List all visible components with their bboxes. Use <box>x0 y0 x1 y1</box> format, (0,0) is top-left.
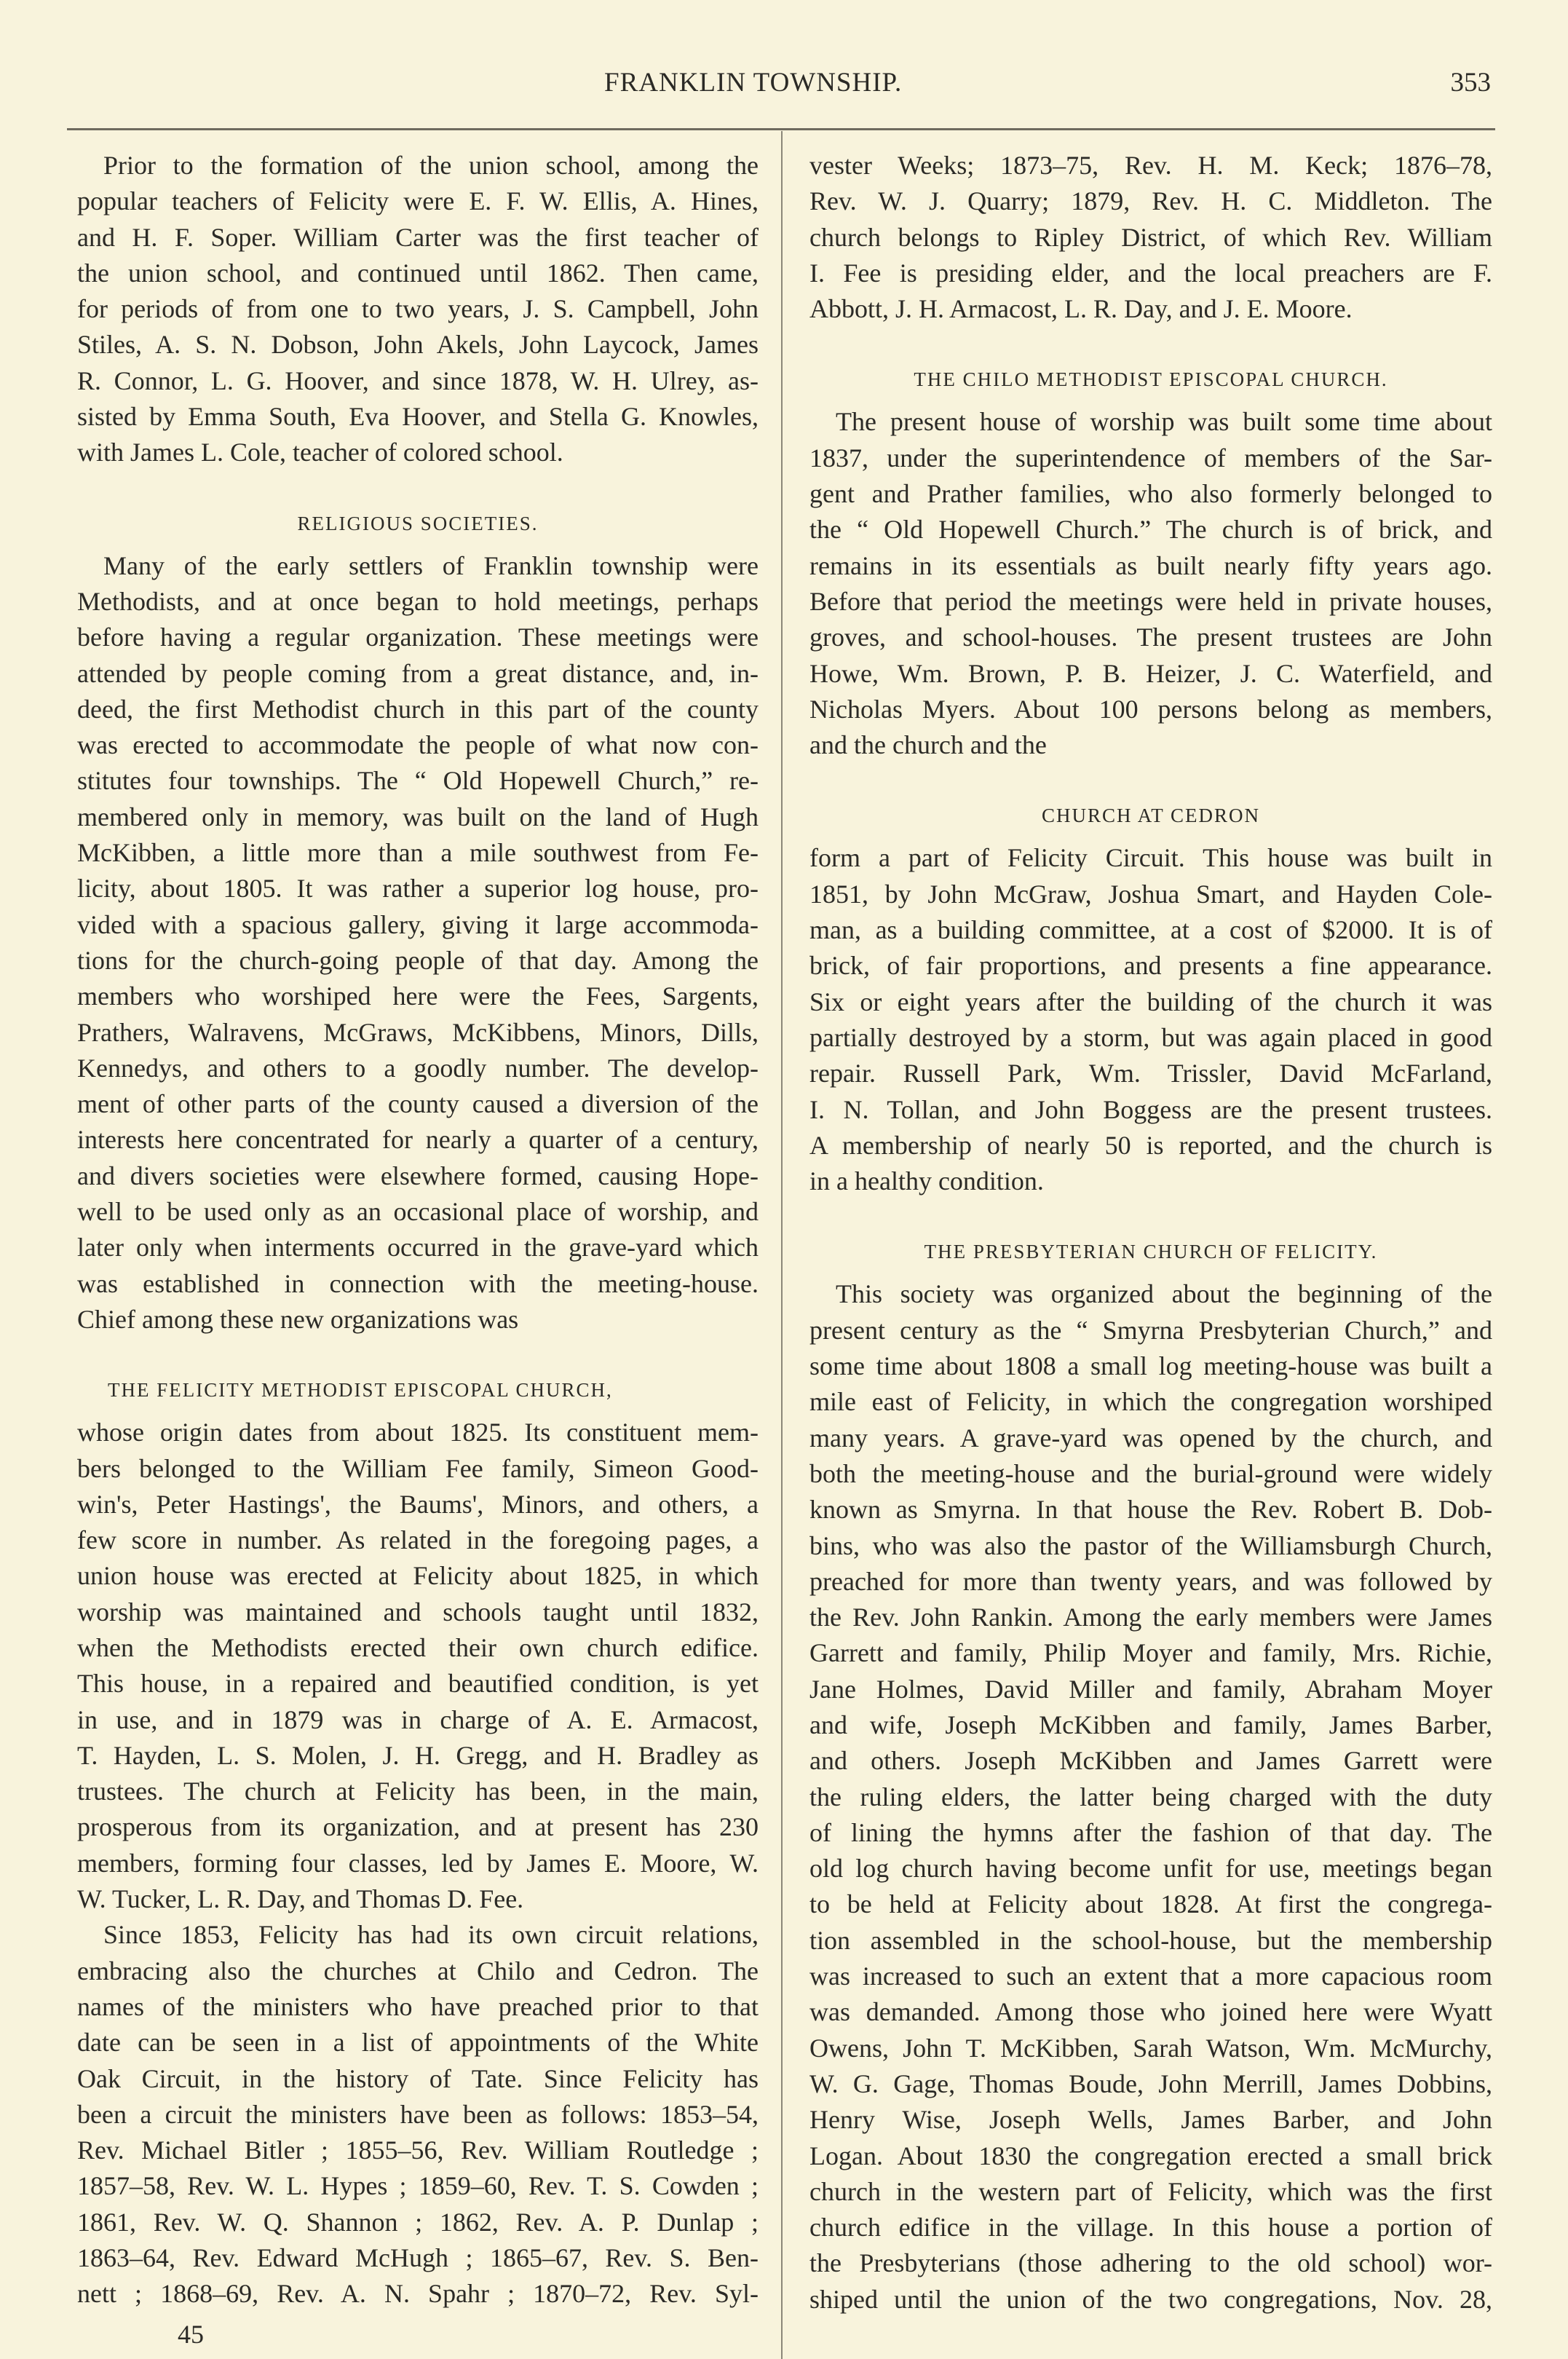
text-line: mile east of Felicity, in which the congregation worshiped <box>809 1387 1492 1417</box>
text-line: and the church and the <box>809 730 1047 760</box>
text-line: This house, in a repaired and beautified condition, is yet <box>77 1669 759 1699</box>
text-line: This society was organized about the beginning of the <box>836 1279 1492 1309</box>
text-line: partially destroyed by a storm, but was again placed in good <box>809 1022 1492 1052</box>
text-line: Methodists, and at once began to hold meetings, perhaps <box>77 586 759 616</box>
text-line: tion assembled in the school-house, but the membership <box>809 1925 1492 1955</box>
text-line: was increased to such an extent that a more capacious room <box>809 1961 1492 1991</box>
text-line: few score in number. As related in the foregoing pages, a <box>77 1525 759 1555</box>
text-line: known as Smyrna. In that house the Rev. Robert B. Dob- <box>809 1495 1492 1525</box>
text-line: bers belonged to the William Fee family, Simeon Good- <box>77 1453 759 1483</box>
text-line: when the Methodists erected their own church edifice. <box>77 1632 759 1662</box>
text-line: groves, and school-houses. The present trustees are John <box>809 623 1492 652</box>
text-line: stitutes four townships. The “ Old Hopewell Church,” re- <box>77 766 759 796</box>
text-line: repair. Russell Park, Wm. Trissler, David McFarland, <box>809 1059 1492 1088</box>
text-line: before having a regular organization. These meetings were <box>77 623 759 652</box>
text-line: for periods of from one to two years, J. S. Campbell, John <box>77 294 759 324</box>
text-line: deed, the first Methodist church in this part of the county <box>77 694 759 724</box>
column-divider <box>781 131 783 2359</box>
text-line: 1861, Rev. W. Q. Shannon ; 1862, Rev. A. P. Dunlap ; <box>77 2207 759 2237</box>
text-line: Many of the early settlers of Franklin township were <box>103 550 759 580</box>
text-line: Nicholas Myers. About 100 persons belong as members, <box>809 694 1492 724</box>
text-line: Garrett and family, Philip Moyer and family, Mrs. Richie, <box>809 1638 1492 1668</box>
text-line: McKibben, a little more than a mile southwest from Fe- <box>77 838 759 868</box>
text-line: was established in connection with the meeting-house. <box>77 1268 759 1298</box>
text-line: form a part of Felicity Circuit. This house was built in <box>809 843 1492 873</box>
text-line: W. Tucker, L. R. Day, and Thomas D. Fee. <box>77 1884 524 1914</box>
text-line: The present house of worship was built some time about <box>836 407 1492 437</box>
text-line: Before that period the meetings were held in private houses, <box>809 586 1492 616</box>
text-line: 1851, by John McGraw, Joshua Smart, and Hayden Cole- <box>809 879 1492 909</box>
text-line: Chief among these new organizations was <box>77 1304 519 1334</box>
text-line: Jane Holmes, David Miller and family, Abraham Moyer <box>809 1674 1492 1704</box>
text-line: later only when interments occurred in the grave-yard which <box>77 1233 759 1263</box>
text-line: Oak Circuit, in the history of Tate. Since Felicity has <box>77 2063 759 2093</box>
text-line: in use, and in 1879 was in charge of A. E. Armacost, <box>77 1704 759 1734</box>
header-rule <box>67 128 1495 130</box>
text-line: 1837, under the superintendence of members of the Sar- <box>809 443 1492 473</box>
paragraph <box>77 548 759 1338</box>
text-line: prosperous from its organization, and at present has 230 <box>77 1812 759 1842</box>
text-line: vided with a spacious gallery, giving it large accommoda- <box>77 909 759 939</box>
text-line: I. N. Tollan, and John Boggess are the present trustees. <box>809 1094 1492 1124</box>
text-line: A membership of nearly 50 is reported, and the church is <box>809 1130 1492 1160</box>
text-line: popular teachers of Felicity were E. F. W. Ellis, A. Hines, <box>77 186 759 216</box>
text-line: old log church having become unfit for use, meetings began <box>809 1854 1492 1884</box>
text-line: and H. F. Soper. William Carter was the first teacher of <box>77 222 759 252</box>
text-line: both the meeting-house and the burial-ground were widely <box>809 1458 1492 1488</box>
running-head-title: FRANKLIN TOWNSHIP. <box>604 68 903 98</box>
text-line: licity, about 1805. It was rather a superior log house, pro- <box>77 874 759 904</box>
text-line: whose origin dates from about 1825. Its constituent mem- <box>77 1418 759 1447</box>
paragraph <box>809 840 1492 1199</box>
text-line: tions for the church-going people of that day. Among the <box>77 945 759 975</box>
text-line: gent and Prather families, who also formerly belonged to <box>809 479 1492 509</box>
text-line: Rev. Michael Bitler ; 1855–56, Rev. William Routledge ; <box>77 2135 759 2165</box>
text-line: Kennedys, and others to a goodly number. The develop- <box>77 1053 759 1083</box>
page-number: 353 <box>1450 68 1491 98</box>
paragraph <box>77 148 759 471</box>
text-line: embracing also the churches at Chilo and Cedron. The <box>77 1956 759 1985</box>
text-line: membered only in memory, was built on the land of Hugh <box>77 802 759 831</box>
text-line: well to be used only as an occasional place of worship, and <box>77 1197 759 1227</box>
text-line: many years. A grave-yard was opened by the church, and <box>809 1423 1492 1453</box>
text-line: Logan. About 1830 the congregation erected a small brick <box>809 2141 1492 2170</box>
text-line: and wife, Joseph McKibben and family, James Barber, <box>809 1710 1492 1739</box>
text-line: interests here concentrated for nearly a quarter of a century, <box>77 1125 759 1155</box>
text-line: remains in its essentials as built nearly fifty years ago. <box>809 550 1492 580</box>
text-line: was erected to accommodate the people of what now con- <box>77 730 759 760</box>
text-line: nett ; 1868–69, Rev. A. N. Spahr ; 1870–72, Rev. Syl- <box>77 2279 759 2309</box>
paragraph <box>809 148 1492 327</box>
text-line: the Rev. John Rankin. Among the early members were James <box>809 1603 1492 1632</box>
text-line: trustees. The church at Felicity has been, in the main, <box>77 1777 759 1806</box>
text-line: church edifice in the village. In this house a portion of <box>809 2213 1492 2243</box>
text-line: Rev. W. J. Quarry; 1879, Rev. H. C. Middleton. The <box>809 186 1492 216</box>
section-heading: RELIGIOUS SOCIETIES. <box>297 512 539 534</box>
text-line: Owens, John T. McKibben, Sarah Watson, Wm. McMurchy, <box>809 2033 1492 2063</box>
text-line: preached for more than twenty years, and was followed by <box>809 1566 1492 1596</box>
text-line: R. Connor, L. G. Hoover, and since 1878, W. H. Ulrey, as- <box>77 365 759 395</box>
text-line: 1863–64, Rev. Edward McHugh ; 1865–67, Rev. S. Ben- <box>77 2243 759 2273</box>
text-line: present century as the “ Smyrna Presbyterian Church,” and <box>809 1315 1492 1345</box>
text-line: and divers societies were elsewhere formed, causing Hope- <box>77 1161 759 1190</box>
text-line: the “ Old Hopewell Church.” The church is of brick, and <box>809 515 1492 545</box>
text-line: vester Weeks; 1873–75, Rev. H. M. Keck; 1876–78, <box>809 151 1492 180</box>
text-line: man, as a building committee, at a cost of $2000. It is of <box>809 915 1492 945</box>
text-line: 1857–58, Rev. W. L. Hypes ; 1859–60, Rev. T. S. Cowden ; <box>77 2171 759 2201</box>
text-line: church belongs to Ripley District, of which Rev. William <box>809 222 1492 252</box>
text-line: with James L. Cole, teacher of colored school. <box>77 438 563 467</box>
text-line: T. Hayden, L. S. Molen, J. H. Gregg, and H. Bradley as <box>77 1740 759 1770</box>
right-column <box>809 148 1492 2317</box>
text-line: the ruling elders, the latter being charged with the duty <box>809 1782 1492 1811</box>
signature-mark: 45 <box>178 2320 204 2349</box>
section-heading: THE FELICITY METHODIST EPISCOPAL CHURCH, <box>108 1379 613 1402</box>
text-line: and others. Joseph McKibben and James Garrett were <box>809 1746 1492 1776</box>
paragraph <box>77 1917 759 2312</box>
section-heading: CHURCH AT CEDRON <box>1041 805 1261 827</box>
paragraph <box>77 1415 759 1917</box>
running-head <box>0 67 1568 111</box>
text-line: church in the western part of Felicity, which was the first <box>809 2176 1492 2206</box>
text-line: members, forming four classes, led by James E. Moore, W. <box>77 1848 759 1878</box>
text-line: the union school, and continued until 1862. Then came, <box>77 258 759 288</box>
text-line: Stiles, A. S. N. Dobson, John Akels, John Laycock, James <box>77 330 759 360</box>
text-line: shiped until the union of the two congregations, Nov. 28, <box>809 2284 1492 2314</box>
text-line: Six or eight years after the building of the church it was <box>809 987 1492 1016</box>
text-line: Abbott, J. H. Armacost, L. R. Day, and J. E. Moore. <box>809 294 1353 324</box>
text-line: Prior to the formation of the union school, among the <box>103 151 759 180</box>
section-heading: THE PRESBYTERIAN CHURCH OF FELICITY. <box>924 1241 1378 1263</box>
text-line: win's, Peter Hastings', the Baums', Minors, and others, a <box>77 1489 759 1519</box>
text-line: of lining the hymns after the fashion of that day. The <box>809 1817 1492 1847</box>
text-line: to be held at Felicity about 1828. At first the congrega- <box>809 1889 1492 1919</box>
section-heading: THE CHILO METHODIST EPISCOPAL CHURCH. <box>914 368 1388 391</box>
text-line: attended by people coming from a great distance, and, in- <box>77 658 759 688</box>
text-line: bins, who was also the pastor of the Williamsburgh Church, <box>809 1530 1492 1560</box>
text-line: Henry Wise, Joseph Wells, James Barber, and John <box>809 2105 1492 2135</box>
text-line: Since 1853, Felicity has had its own circuit relations, <box>103 1920 759 1950</box>
left-column <box>77 148 759 2312</box>
text-line: names of the ministers who have preached prior to that <box>77 1991 759 2021</box>
text-line: worship was maintained and schools taught until 1832, <box>77 1597 759 1627</box>
text-line: ment of other parts of the county caused a diversion of the <box>77 1089 759 1119</box>
text-line: Prathers, Walravens, McGraws, McKibbens, Minors, Dills, <box>77 1017 759 1047</box>
text-line: in a healthy condition. <box>809 1166 1044 1196</box>
text-line: sisted by Emma South, Eva Hoover, and Stella G. Knowles, <box>77 402 759 432</box>
text-line: the Presbyterians (those adhering to the old school) wor- <box>809 2248 1492 2278</box>
text-line: W. G. Gage, Thomas Boude, John Merrill, James Dobbins, <box>809 2068 1492 2098</box>
text-line: was demanded. Among those who joined here were Wyatt <box>809 1997 1492 2027</box>
text-line: date can be seen in a list of appointments of the White <box>77 2028 759 2058</box>
text-line: Howe, Wm. Brown, P. B. Heizer, J. C. Waterfield, and <box>809 658 1492 688</box>
text-line: some time about 1808 a small log meeting-house was built a <box>809 1351 1492 1381</box>
text-line: been a circuit the ministers have been as follows: 1853–54, <box>77 2099 759 2129</box>
text-line: members who worshiped here were the Fees, Sargents, <box>77 981 759 1011</box>
text-line: union house was erected at Felicity about 1825, in which <box>77 1561 759 1591</box>
paragraph <box>809 404 1492 763</box>
text-line: I. Fee is presiding elder, and the local preachers are F. <box>809 258 1492 288</box>
text-line: brick, of fair proportions, and presents a fine appearance. <box>809 951 1492 981</box>
paragraph <box>809 1276 1492 2317</box>
